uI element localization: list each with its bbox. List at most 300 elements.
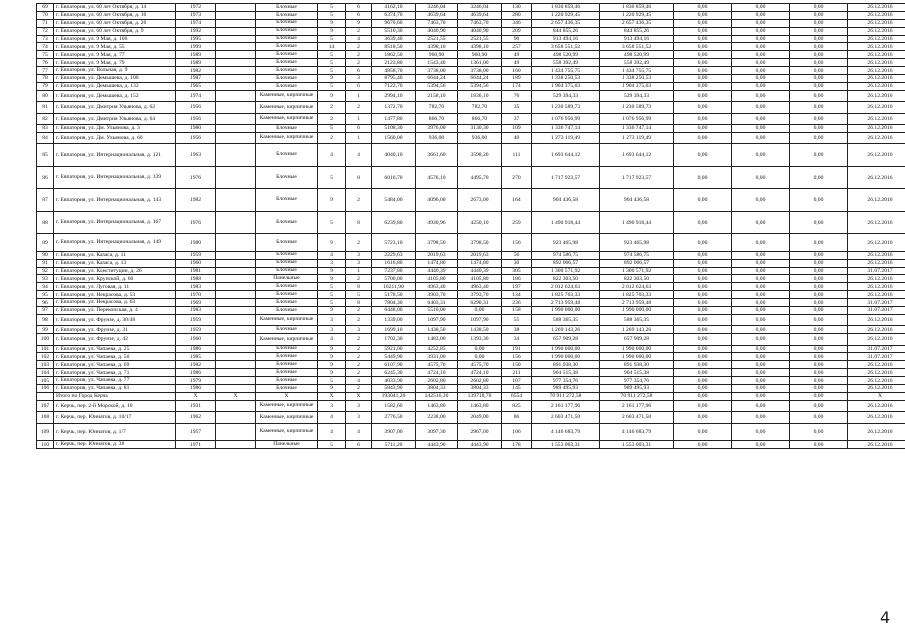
cell-wall-material: Блочные: [256, 124, 318, 132]
cell-owners-funds: 0,00: [790, 144, 848, 167]
cell-year-commissioned: [216, 82, 256, 90]
cell-entrances: 3: [346, 251, 372, 259]
cell-private-area: 1474,80: [458, 259, 502, 267]
cell-address: г. Евпатория, ул. Чапаева, д. 77: [54, 377, 176, 385]
cell-residents: 6554: [502, 392, 532, 400]
cell-local-budget: 0,00: [732, 441, 790, 449]
cell-year-commissioned: [216, 211, 256, 234]
cell-address: г. Евпатория, ул. Дм. Ульянова, д. 3: [54, 124, 176, 132]
cell-residential-area: 142516,30: [416, 392, 458, 400]
cell-year-built: 1979: [176, 377, 216, 385]
cell-row-number: 78: [37, 75, 54, 83]
cell-year-built: 1962: [176, 412, 216, 423]
table-row: [37, 412, 905, 423]
cell-repair-cost-fund: 1 300 571,92: [600, 267, 674, 275]
cell-residents: 236: [502, 299, 532, 307]
cell-budget-subsidy: 0,00: [674, 124, 732, 132]
cell-entrances: 6: [346, 124, 372, 132]
cell-residential-area: 4440,39: [416, 267, 458, 275]
cell-repair-cost-fund: 1 336 747,14: [600, 124, 674, 132]
cell-entrances: 2: [346, 334, 372, 345]
cell-floors: 4: [318, 251, 346, 259]
cell-budget-subsidy: 0,00: [674, 369, 732, 377]
cell-entrances: 2: [346, 27, 372, 35]
cell-address: г. Евпатория, ул. Интернациональная, д. 121: [54, 144, 176, 167]
cell-owners-funds: 0,00: [790, 19, 848, 27]
cell-year-built: 1981: [176, 267, 216, 275]
cell-wall-material: Блочные: [256, 59, 318, 67]
cell-total-area: 5510,30: [372, 27, 416, 35]
cell-budget-subsidy: 0,00: [674, 75, 732, 83]
cell-residential-area: 4105,80: [416, 275, 458, 283]
cell-owners-funds: 0,00: [790, 353, 848, 361]
cell-repair-cost-fund: 904 515,38: [600, 369, 674, 377]
cell-year-built: 1983: [176, 283, 216, 291]
cell-year-built: 1986: [176, 369, 216, 377]
cell-repair-cost: 1 990 000,00: [532, 345, 600, 353]
cell-residents: 156: [502, 353, 532, 361]
cell-residents: 197: [502, 283, 532, 291]
cell-repair-cost-fund: 1 338 250,53: [600, 75, 674, 83]
cell-floors: 5: [318, 211, 346, 234]
cell-total-area: 5108,30: [372, 124, 416, 132]
cell-wall-material: Блочные: [256, 67, 318, 75]
cell-address: г. Евпатория, ул. 9 Мая, д. 106: [54, 35, 176, 43]
cell-private-area: 3804,33: [458, 385, 502, 393]
cell-residential-area: 6403,31: [416, 299, 458, 307]
cell-owners-funds: 0,00: [790, 259, 848, 267]
cell-completion-date: 26.12.2016: [848, 27, 905, 35]
cell-total-area: 1477,80: [372, 113, 416, 124]
cell-local-budget: 0,00: [732, 369, 790, 377]
table-row: [37, 211, 905, 234]
cell-year-built: 1983: [176, 306, 216, 314]
cell-residents: 209: [502, 27, 532, 35]
cell-private-area: 3738,00: [458, 67, 502, 75]
cell-row-number: 74: [37, 43, 54, 51]
cell-floors: 3: [318, 314, 346, 325]
cell-year-commissioned: [216, 27, 256, 35]
cell-total-area: 4858,70: [372, 67, 416, 75]
cell-budget-subsidy: 0,00: [674, 423, 732, 441]
cell-repair-cost-fund: 1 490 918,44: [600, 211, 674, 234]
cell-completion-date: 26.12.2016: [848, 441, 905, 449]
cell-budget-subsidy: 0,00: [674, 35, 732, 43]
cell-row-number: 92: [37, 267, 54, 275]
cell-residents: 40: [502, 132, 532, 143]
cell-address: г. Евпатория, ул. Чапаева, д. 81: [54, 385, 176, 393]
cell-completion-date: 26.12.2016: [848, 19, 905, 27]
cell-entrances: 2: [346, 361, 372, 369]
cell-year-commissioned: [216, 166, 256, 189]
cell-year-built: 1982: [176, 361, 216, 369]
cell-residential-area: 4096,00: [416, 189, 458, 212]
cell-address: г. Евпатория, ул. Перекопская, д. 4: [54, 306, 176, 314]
cell-local-budget: 0,00: [732, 4, 790, 12]
cell-address: Итого по Город Керчь: [54, 392, 176, 400]
table-row: [37, 4, 905, 12]
cell-year-built: 1980: [176, 234, 216, 252]
cell-year-commissioned: [216, 334, 256, 345]
cell-entrances: 2: [346, 306, 372, 314]
page-number: 4: [880, 608, 891, 627]
cell-owners-funds: 0,00: [790, 102, 848, 113]
cell-wall-material: Блочные: [256, 259, 318, 267]
cell-residential-area: 3661,60: [416, 144, 458, 167]
cell-total-area: 2123,80: [372, 59, 416, 67]
cell-local-budget: 0,00: [732, 251, 790, 259]
cell-budget-subsidy: 0,00: [674, 59, 732, 67]
table-row: [37, 392, 905, 400]
cell-row-number: 77: [37, 67, 54, 75]
cell-residents: 55: [502, 314, 532, 325]
cell-local-budget: 0,00: [732, 51, 790, 59]
table-row: [37, 51, 905, 59]
cell-local-budget: 0,00: [732, 275, 790, 283]
cell-private-area: 960,90: [458, 51, 502, 59]
cell-year-commissioned: [216, 4, 256, 12]
cell-private-area: 3246,04: [458, 4, 502, 12]
cell-repair-cost-fund: 891 938,30: [600, 361, 674, 369]
cell-owners-funds: 0,00: [790, 132, 848, 143]
cell-owners-funds: 0,00: [790, 412, 848, 423]
cell-completion-date: 31.07.2017: [848, 345, 905, 353]
cell-address: г. Керчь, пер. Юннатов, д. 1/7: [54, 423, 176, 441]
cell-total-area: 5723,10: [372, 234, 416, 252]
cell-total-area: 1699,10: [372, 326, 416, 334]
cell-repair-cost-fund: 904 436,58: [600, 189, 674, 212]
cell-owners-funds: 0,00: [790, 326, 848, 334]
table-row: [37, 314, 905, 325]
cell-owners-funds: 0,00: [790, 75, 848, 83]
cell-local-budget: 0,00: [732, 259, 790, 267]
cell-private-area: 1361,00: [458, 59, 502, 67]
cell-year-built: 1985: [176, 353, 216, 361]
cell-owners-funds: 0,00: [790, 59, 848, 67]
table-row: [37, 124, 905, 132]
cell-residents: 130: [502, 4, 532, 12]
cell-residential-area: 3976,00: [416, 124, 458, 132]
cell-repair-cost: 1 904 375,03: [532, 82, 600, 90]
cell-year-commissioned: [216, 251, 256, 259]
cell-budget-subsidy: 0,00: [674, 361, 732, 369]
cell-year-built: 1982: [176, 189, 216, 212]
cell-address: г. Евпатория, ул. Фрунзе, д. 31: [54, 326, 176, 334]
cell-floors: 9: [318, 385, 346, 393]
cell-residential-area: 4443,90: [416, 441, 458, 449]
cell-repair-cost: 1 693 644,12: [532, 144, 600, 167]
cell-residential-area: 3246,04: [416, 4, 458, 12]
cell-residents: 109: [502, 124, 532, 132]
cell-year-commissioned: [216, 43, 256, 51]
cell-floors: 9: [318, 27, 346, 35]
cell-floors: 5: [318, 441, 346, 449]
cell-repair-cost-fund: 529 394,33: [600, 90, 674, 101]
cell-entrances: 1: [346, 113, 372, 124]
cell-wall-material: Каменные, кирпичные: [256, 412, 318, 423]
cell-address: г. Евпатория, ул. Интернациональная, д. 167: [54, 211, 176, 234]
cell-address: г. Евпатория, ул. Некрасова, д. 53: [54, 291, 176, 299]
cell-budget-subsidy: 0,00: [674, 314, 732, 325]
cell-private-area: 1097,90: [458, 314, 502, 325]
cell-entrances: 3: [346, 400, 372, 411]
cell-floors: 3: [318, 326, 346, 334]
cell-floors: 4: [318, 412, 346, 423]
cell-budget-subsidy: 0,00: [674, 299, 732, 307]
table-row: [37, 291, 905, 299]
cell-private-area: 1836,10: [458, 90, 502, 101]
cell-year-built: 1965: [176, 82, 216, 90]
cell-year-commissioned: [216, 19, 256, 27]
cell-floors: 5: [318, 59, 346, 67]
cell-residential-area: 3738,00: [416, 67, 458, 75]
cell-year-built: 1972: [176, 4, 216, 12]
cell-year-built: 1969: [176, 299, 216, 307]
cell-owners-funds: 0,00: [790, 27, 848, 35]
cell-private-area: 866,70: [458, 113, 502, 124]
cell-residents: 134: [502, 291, 532, 299]
cell-address: г. Керчь, пер. Юннатов, д. 38: [54, 441, 176, 449]
cell-total-area: 1560,00: [372, 132, 416, 143]
cell-repair-cost-fund: 923 465,98: [600, 234, 674, 252]
cell-wall-material: Блочные: [256, 385, 318, 393]
cell-private-area: 4963,40: [458, 283, 502, 291]
cell-floors: 5: [318, 35, 346, 43]
cell-local-budget: 0,00: [732, 400, 790, 411]
cell-residential-area: 866,70: [416, 113, 458, 124]
cell-wall-material: Блочные: [256, 369, 318, 377]
cell-repair-cost: 2 713 959,48: [532, 299, 600, 307]
cell-wall-material: Блочные: [256, 267, 318, 275]
cell-year-built: 1956: [176, 132, 216, 143]
cell-wall-material: Блочные: [256, 51, 318, 59]
cell-private-area: 6290,31: [458, 299, 502, 307]
cell-row-number: 95: [37, 291, 54, 299]
cell-floors: 2: [318, 102, 346, 113]
cell-year-commissioned: [216, 299, 256, 307]
cell-row-number: 110: [37, 441, 54, 449]
cell-owners-funds: 0,00: [790, 291, 848, 299]
cell-repair-cost: 1 717 923,57: [532, 166, 600, 189]
cell-entrances: 8: [346, 211, 372, 234]
cell-residential-area: 1483,00: [416, 334, 458, 345]
cell-row-number: 98: [37, 314, 54, 325]
cell-address: г. Евпатория, ул. 60 лет Октября, д. 16: [54, 11, 176, 19]
cell-local-budget: 0,00: [732, 43, 790, 51]
cell-residents: 56: [502, 251, 532, 259]
cell-owners-funds: 0,00: [790, 283, 848, 291]
cell-repair-cost-fund: 1 273 119,49: [600, 132, 674, 143]
cell-year-commissioned: [216, 441, 256, 449]
cell-owners-funds: 0,00: [790, 369, 848, 377]
cell-entrances: 2: [346, 385, 372, 393]
cell-wall-material: Блочные: [256, 4, 318, 12]
cell-residential-area: 4963,40: [416, 283, 458, 291]
cell-completion-date: 26.12.2016: [848, 75, 905, 83]
cell-row-number: 104: [37, 369, 54, 377]
cell-repair-cost-fund: 1 553 003,31: [600, 441, 674, 449]
cell-entrances: 4: [346, 423, 372, 441]
cell-repair-cost: 1 830 859,46: [532, 4, 600, 12]
cell-local-budget: 0,00: [732, 423, 790, 441]
cell-local-budget: 0,00: [732, 211, 790, 234]
cell-floors: 5: [318, 377, 346, 385]
cell-row-number: 107: [37, 400, 54, 411]
cell-budget-subsidy: 0,00: [674, 4, 732, 12]
cell-private-area: 2049,00: [458, 412, 502, 423]
cell-year-commissioned: [216, 326, 256, 334]
cell-residential-area: 4040,90: [416, 27, 458, 35]
cell-floors: 9: [318, 19, 346, 27]
table-row: [37, 75, 905, 83]
cell-floors: 3: [318, 400, 346, 411]
cell-floors: 5: [318, 124, 346, 132]
cell-address: г. Евпатория, ул. Демышева, д. 108: [54, 75, 176, 83]
cell-residential-area: 2238,00: [416, 412, 458, 423]
cell-entrances: 2: [346, 369, 372, 377]
cell-budget-subsidy: 0,00: [674, 43, 732, 51]
cell-residential-area: 1543,40: [416, 59, 458, 67]
cell-address: г. Евпатория, ул. Дм. Ульянова, д. 60: [54, 132, 176, 143]
cell-entrances: 6: [346, 441, 372, 449]
cell-total-area: 1339,00: [372, 314, 416, 325]
cell-residents: 35: [502, 102, 532, 113]
cell-address: г. Евпатория, ул. Чапаева, д. 25: [54, 345, 176, 353]
cell-residents: 186: [502, 275, 532, 283]
cell-completion-date: 31.07.2017: [848, 353, 905, 361]
cell-repair-cost: 977 354,76: [532, 377, 600, 385]
cell-address: г. Евпатория, ул. 9 Мая, д. 55: [54, 43, 176, 51]
cell-local-budget: 0,00: [732, 306, 790, 314]
cell-local-budget: 0,00: [732, 189, 790, 212]
cell-year-built: 1960: [176, 259, 216, 267]
housing-register-table: [36, 3, 905, 449]
cell-owners-funds: 0,00: [790, 275, 848, 283]
cell-year-commissioned: [216, 385, 256, 393]
cell-total-area: 6016,70: [372, 166, 416, 189]
cell-residents: 174: [502, 82, 532, 90]
cell-private-area: 4639,64: [458, 11, 502, 19]
cell-residential-area: 1438,50: [416, 326, 458, 334]
cell-year-commissioned: X: [216, 392, 256, 400]
cell-repair-cost-fund: 977 354,76: [600, 377, 674, 385]
cell-floors: 9: [318, 267, 346, 275]
cell-entrances: 2: [346, 353, 372, 361]
cell-year-commissioned: [216, 113, 256, 124]
cell-floors: 5: [318, 166, 346, 189]
cell-repair-cost-fund: 498 520,99: [600, 51, 674, 59]
cell-entrances: 6: [346, 4, 372, 12]
cell-budget-subsidy: 0,00: [674, 113, 732, 124]
cell-private-area: 782,70: [458, 102, 502, 113]
cell-owners-funds: 0,00: [790, 35, 848, 43]
cell-total-area: 1372,70: [372, 102, 416, 113]
cell-year-commissioned: [216, 291, 256, 299]
cell-address: г. Евпатория, ул. Дмитрия Ульянова, д. 64: [54, 113, 176, 124]
cell-year-commissioned: [216, 259, 256, 267]
cell-row-number: 76: [37, 59, 54, 67]
cell-private-area: 1438,50: [458, 326, 502, 334]
cell-budget-subsidy: 0,00: [674, 267, 732, 275]
cell-year-commissioned: [216, 369, 256, 377]
cell-residents: 164: [502, 189, 532, 212]
cell-residents: 34: [502, 334, 532, 345]
cell-private-area: 4724,10: [458, 369, 502, 377]
cell-residents: 30: [502, 259, 532, 267]
table-row: [37, 385, 905, 393]
cell-address: г. Евпатория, ул. Крупской, д. 60: [54, 275, 176, 283]
cell-residential-area: 3931,00: [416, 353, 458, 361]
cell-year-commissioned: [216, 345, 256, 353]
cell-year-built: 1976: [176, 166, 216, 189]
cell-residential-area: 936,00: [416, 132, 458, 143]
document-sheet: [36, 3, 892, 449]
cell-address: г. Евпатория, ул. Чапаева, д. 50: [54, 353, 176, 361]
cell-repair-cost: 904 436,58: [532, 189, 600, 212]
cell-entrances: 8: [346, 299, 372, 307]
cell-address: г. Евпатория, ул. Вольная, д. 9: [54, 67, 176, 75]
cell-wall-material: Каменные, кирпичные: [256, 334, 318, 345]
cell-budget-subsidy: 0,00: [674, 234, 732, 252]
cell-entrances: 9: [346, 19, 372, 27]
cell-row-number: [37, 392, 54, 400]
cell-private-area: 2521,55: [458, 35, 502, 43]
cell-completion-date: 26.12.2016: [848, 102, 905, 113]
cell-private-area: 139718,70: [458, 392, 502, 400]
cell-address: г. Керчь, пер. 2-й Морской, д. 10: [54, 400, 176, 411]
cell-year-commissioned: [216, 75, 256, 83]
cell-residential-area: 4576,10: [416, 166, 458, 189]
cell-floors: 9: [318, 353, 346, 361]
cell-total-area: 1702,30: [372, 334, 416, 345]
cell-repair-cost-fund: 2 161 177,96: [600, 400, 674, 411]
cell-row-number: 108: [37, 412, 54, 423]
cell-year-built: 1995: [176, 35, 216, 43]
cell-residents: 257: [502, 43, 532, 51]
cell-wall-material: Блочные: [256, 283, 318, 291]
cell-completion-date: 31.07.2017: [848, 267, 905, 275]
cell-local-budget: 0,00: [732, 82, 790, 90]
cell-owners-funds: 0,00: [790, 43, 848, 51]
cell-row-number: 84: [37, 132, 54, 143]
cell-floors: 9: [318, 345, 346, 353]
cell-total-area: 7804,30: [372, 299, 416, 307]
cell-local-budget: 0,00: [732, 283, 790, 291]
cell-entrances: 2: [346, 102, 372, 113]
cell-owners-funds: 0,00: [790, 385, 848, 393]
cell-repair-cost: 4 146 683,79: [532, 423, 600, 441]
cell-wall-material: Блочные: [256, 166, 318, 189]
cell-completion-date: 26.12.2016: [848, 234, 905, 252]
cell-owners-funds: 0,00: [790, 166, 848, 189]
cell-local-budget: 0,00: [732, 166, 790, 189]
cell-repair-cost: 1 990 000,00: [532, 353, 600, 361]
cell-year-commissioned: [216, 361, 256, 369]
cell-total-area: 5711,20: [372, 441, 416, 449]
cell-repair-cost: 1 825 703,33: [532, 291, 600, 299]
cell-residential-area: 2019,63: [416, 251, 458, 259]
cell-entrances: 1: [346, 267, 372, 275]
cell-budget-subsidy: 0,00: [674, 132, 732, 143]
cell-year-built: 1960: [176, 334, 216, 345]
cell-owners-funds: 0,00: [790, 361, 848, 369]
cell-total-area: 6245,30: [372, 369, 416, 377]
cell-residents: 178: [502, 441, 532, 449]
table-row: [37, 67, 905, 75]
cell-private-area: 3798,50: [458, 234, 502, 252]
cell-completion-date: 26.12.2016: [848, 35, 905, 43]
cell-local-budget: 0,00: [732, 353, 790, 361]
